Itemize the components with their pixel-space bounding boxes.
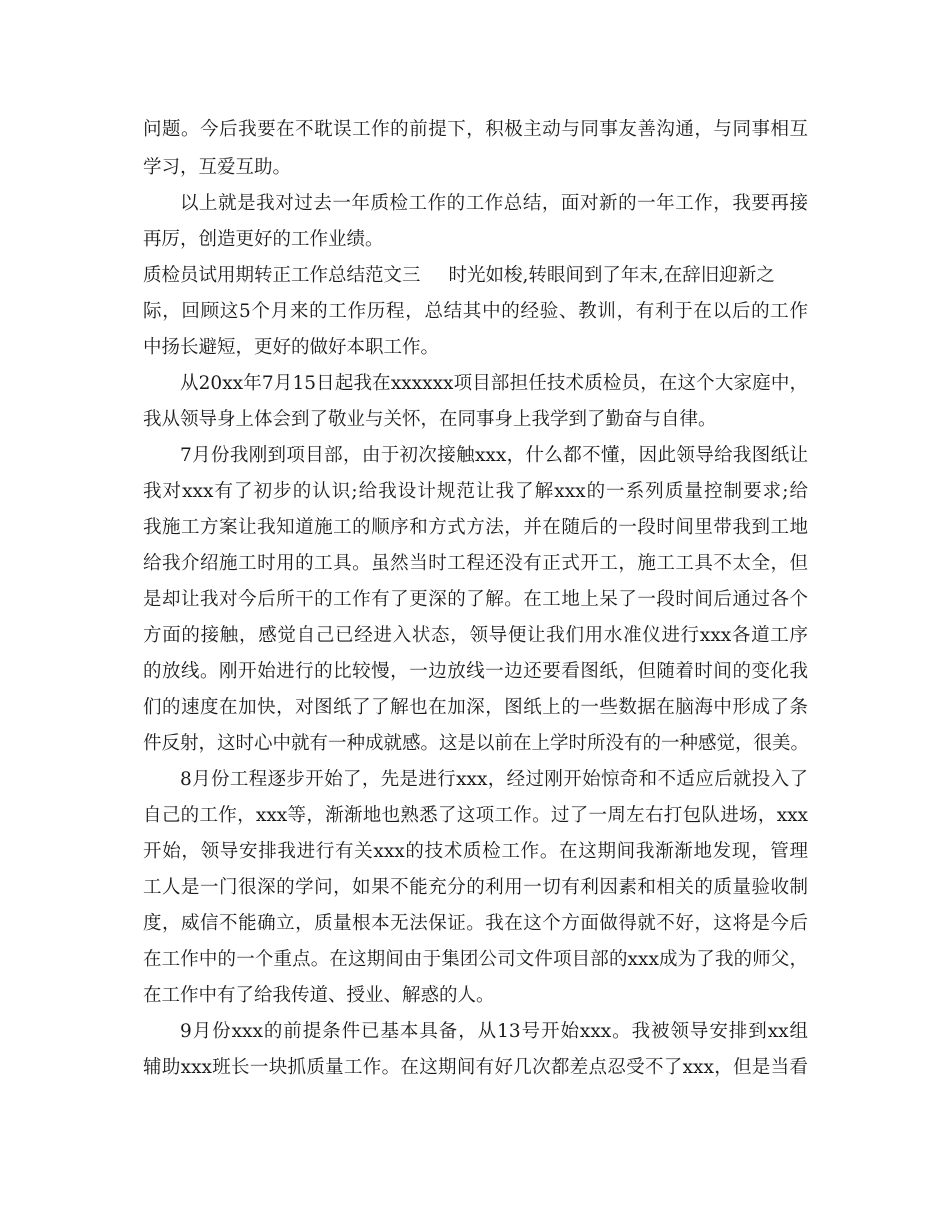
- text-line: 辅助xxx班长一块抓质量工作。在这期间有好几次都差点忍受不了xxx，但是当看: [143, 1057, 808, 1078]
- text-line: 9月份xxx的前提条件已基本具备，从13号开始xxx。我被领导安排到xx组: [180, 1021, 808, 1042]
- text-line: 学习，互爱互助。: [143, 157, 292, 178]
- text-line: 工人是一门很深的学问，如果不能充分的利用一切有利因素和相关的质量验收制: [143, 877, 808, 898]
- text-line: 度，威信不能确立，质量根本无法保证。我在这个方面做得就不好，这将是今后: [143, 913, 808, 934]
- text-line: 给我介绍施工时用的工具。虽然当时工程还没有正式开工，施工工具不太全，但: [143, 553, 808, 574]
- section-title: 质检员试用期转正工作总结范文三: [143, 265, 421, 286]
- text-run: 时光如梭,转眼间到了年末,在辞旧迎新之: [448, 265, 775, 286]
- text-line: 们的速度在加快，对图纸了了解也在加深，图纸上的一些数据在脑海中形成了条: [143, 697, 808, 718]
- text-line: 在工作中的一个重点。在这期间由于集团公司文件项目部的xxx成为了我的师父，: [143, 949, 808, 970]
- text-line: 自己的工作，xxx等，渐渐地也熟悉了这项工作。过了一周左右打包队进场，xxx: [143, 805, 808, 826]
- text-line: 以上就是我对过去一年质检工作的工作总结，面对新的一年工作，我要再接: [180, 193, 808, 214]
- section-heading-line: [143, 258, 808, 294]
- text-line: 我从领导身上体会到了敬业与关怀，在同事身上我学到了勤奋与自律。: [143, 409, 717, 430]
- text-line: 我对xxx有了初步的认识;给我设计规范让我了解xxx的一系列质量控制要求;给: [143, 481, 808, 502]
- text-line: 的放线。刚开始进行的比较慢，一边放线一边还要看图纸，但随着时间的变化我: [143, 661, 808, 682]
- text-line: 开始，领导安排我进行有关xxx的技术质检工作。在这期间我渐渐地发现，管理: [143, 841, 808, 862]
- text-line: 我施工方案让我知道施工的顺序和方式方法，并在随后的一段时间里带我到工地: [143, 517, 808, 538]
- text-line: 再厉，创造更好的工作业绩。: [143, 229, 384, 250]
- text-line: 问题。今后我要在不耽误工作的前提下，积极主动与同事友善沟通，与同事相互: [143, 119, 808, 140]
- text-line: 是却让我对今后所干的工作有了更深的了解。在工地上呆了一段时间后通过各个: [143, 589, 808, 610]
- text-line: 从20xx年7月15日起我在xxxxxx项目部担任技术质检员，在这个大家庭中，: [180, 373, 808, 394]
- text-line: 际，回顾这5个月来的工作历程，总结其中的经验、教训，有利于在以后的工作: [143, 301, 808, 322]
- text-line: 在工作中有了给我传道、授业、解惑的人。: [143, 985, 495, 1006]
- text-line: 8月份工程逐步开始了，先是进行xxx，经过刚开始惊奇和不适应后就投入了: [180, 769, 808, 790]
- text-line: 方面的接触，感觉自己已经进入状态，领导便让我们用水准仪进行xxx各道工序: [143, 625, 808, 646]
- text-line: 7月份我刚到项目部，由于初次接触xxx，什么都不懂，因此领导给我图纸让: [180, 445, 808, 466]
- text-line: 件反射，这时心中就有一种成就感。这是以前在上学时所没有的一种感觉，很美。: [143, 733, 810, 754]
- text-line: 中扬长避短，更好的做好本职工作。: [143, 337, 440, 358]
